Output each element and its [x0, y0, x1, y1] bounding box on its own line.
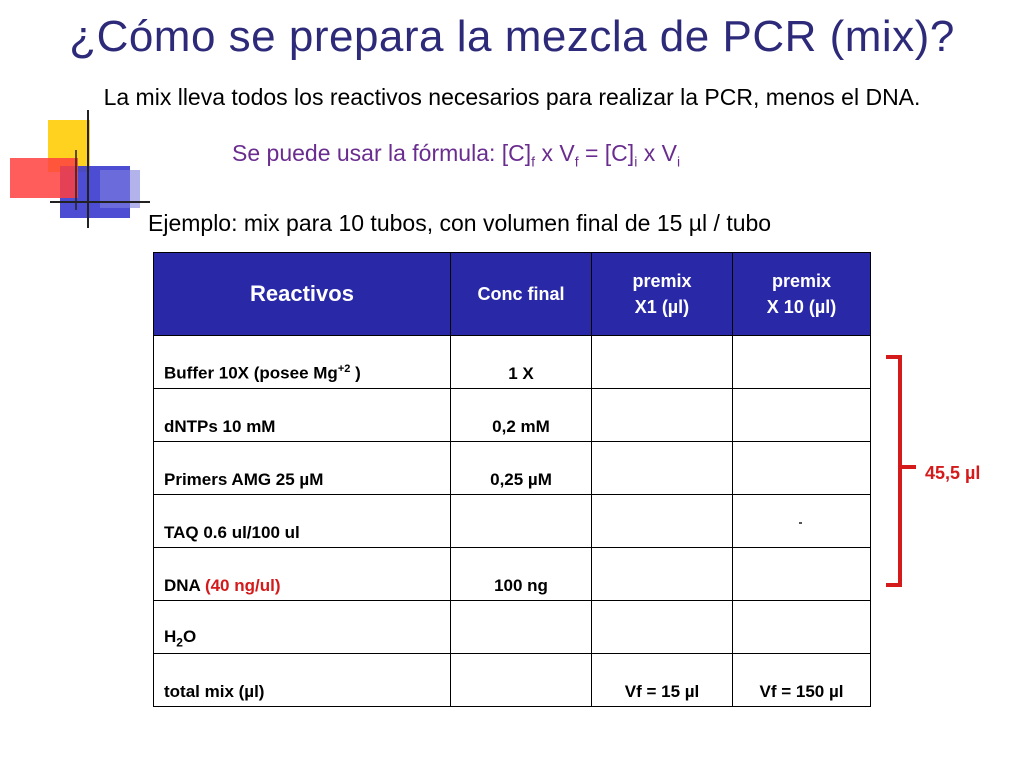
- premix-x10-cell: [733, 548, 871, 601]
- slide-title: ¿Cómo se prepara la mezcla de PCR (mix)?: [69, 12, 955, 61]
- header-premix-x1: premix X1 (µl): [592, 253, 733, 336]
- premix-x10-cell: [733, 442, 871, 495]
- formula-text: Se puede usar la fórmula: $[C]_f$ x $V_f = [C]_i$ x $V_i$: [232, 140, 681, 170]
- header-conc-final: Conc final: [451, 253, 592, 336]
- reagent-cell: Buffer 10X (posee $Mg^{+2}$ ): [154, 336, 451, 389]
- reagent-cell: dNTPs 10 mM: [154, 389, 451, 442]
- decorative-corner-graphic: [0, 110, 160, 240]
- reagent-cell: DNA (40 ng/ul): [154, 548, 451, 601]
- premix-x1-cell: Vf = 15 µl: [592, 654, 733, 707]
- slide-subtitle: La mix lleva todos los reactivos necesarios para realizar la PCR, menos el DNA.: [103, 84, 921, 110]
- premix-x1-cell: [592, 495, 733, 548]
- premix-x10-cell: [733, 495, 871, 548]
- table-row: [154, 389, 871, 442]
- reagent-cell: total mix (µl): [154, 654, 451, 707]
- example-text: Ejemplo: mix para 10 tubos, con volumen final de 15 µl / tubo: [148, 210, 772, 236]
- premix-x1-cell: [592, 442, 733, 495]
- conc-cell: 1 X: [451, 336, 592, 389]
- conc-cell: 0,25 µM: [451, 442, 592, 495]
- premix-x10-cell: [733, 389, 871, 442]
- stray-dot: [799, 522, 802, 524]
- premix-x10-cell: [733, 601, 871, 654]
- pcr-mix-table: [153, 252, 871, 707]
- premix-x1-cell: [592, 601, 733, 654]
- premix-x1-cell: [592, 389, 733, 442]
- table-row: [154, 442, 871, 495]
- conc-cell: [451, 654, 592, 707]
- table-row: [154, 654, 871, 707]
- table-row: [154, 495, 871, 548]
- header-reactivos: Reactivos: [154, 253, 451, 336]
- right-bracket-icon: [882, 355, 922, 587]
- premix-x10-cell: [733, 336, 871, 389]
- table-row: [154, 548, 871, 601]
- reagent-cell: $H_2O$: [154, 601, 451, 654]
- conc-cell: [451, 601, 592, 654]
- table-row: [154, 336, 871, 389]
- premix-x1-cell: [592, 548, 733, 601]
- conc-cell: 0,2 mM: [451, 389, 592, 442]
- table-header-row: [154, 253, 871, 336]
- table-row: [154, 601, 871, 654]
- premix-x1-cell: [592, 336, 733, 389]
- reagent-cell: Primers AMG 25 µM: [154, 442, 451, 495]
- header-premix-x10: premix X 10 (µl): [733, 253, 871, 336]
- conc-cell: 100 ng: [451, 548, 592, 601]
- premix-x10-cell: Vf = 150 µl: [733, 654, 871, 707]
- bracket-total-label: 45,5 µl: [925, 463, 981, 483]
- conc-cell: [451, 495, 592, 548]
- reagent-cell: TAQ 0.6 ul/100 ul: [154, 495, 451, 548]
